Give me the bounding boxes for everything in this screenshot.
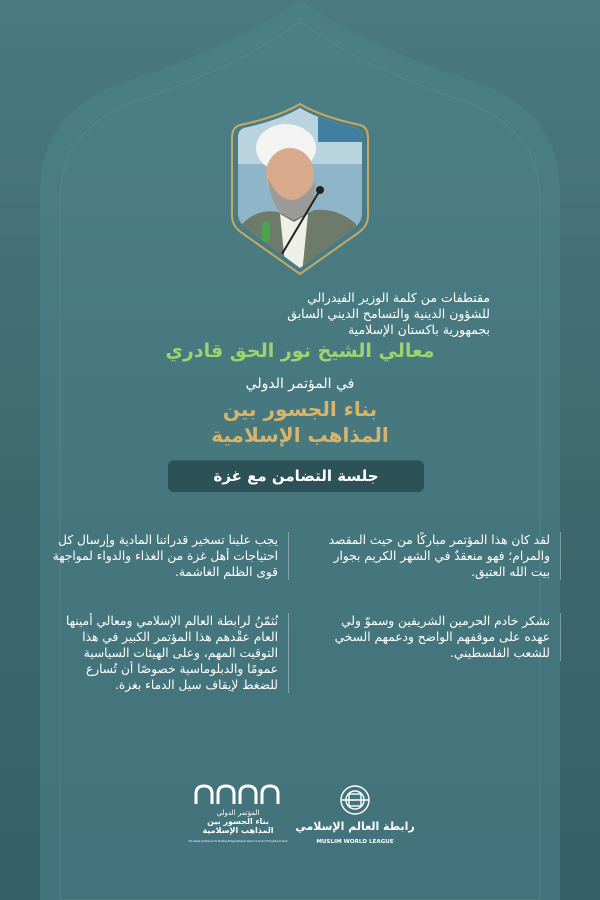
globe-emblem-icon xyxy=(341,786,369,814)
portrait-frame xyxy=(228,104,372,274)
bridge-conference-logo xyxy=(188,782,288,852)
intro-text xyxy=(110,290,490,338)
conference-prefix: في المؤتمر الدولي xyxy=(245,376,355,392)
bridge-logo-ar-1: المؤتمر الدولي xyxy=(216,809,260,817)
intro-line-2: للشؤون الدينية والتسامح الديني السابق xyxy=(287,306,490,321)
paragraph-right-1: لقد كان هذا المؤتمر مباركًا من حيث المقصد والمرام؛ فهو منعقدٌ في الشهر الكريم بجوار بيت الله العتيق. xyxy=(322,532,561,580)
conference-name xyxy=(0,396,600,448)
bridge-logo-ar-2: بناء الجسور بين xyxy=(207,817,269,826)
minister-name: معالي الشيخ نور الحق قادري xyxy=(165,340,435,362)
mwl-logo-ar: رابطة العالم الإسلامي xyxy=(295,820,415,833)
bridge-logo-ar-3: المذاهب الإسلامية xyxy=(202,826,274,835)
paragraph-left-1: يجب علينا تسخير قدراتنا المادية وإرسال كل احتياجات أهل غزة من الغذاء والدواء لمواجهة قوى الظلم الغاشمة. xyxy=(50,532,289,580)
mwl-logo-en: MUSLIM WORLD LEAGUE xyxy=(316,839,394,845)
intro-line-1: مقتطفات من كلمة الوزير الفيدرالي xyxy=(307,290,490,305)
session-title-badge: جلسة التضامن مع غزة xyxy=(168,460,424,492)
muslim-world-league-logo xyxy=(295,782,415,852)
paragraph-right-2: نشكر خادم الحرمين الشريفين وسموّ ولي عهده على موقفهم الواضح ودعمهم السخي للشعب الفلسطيني. xyxy=(322,613,561,661)
bridge-logo-en: The Global Conference For Building Bridges Between Islamic Schools of Thought and Sects xyxy=(188,840,288,843)
paragraph-left-2: نُثمّنُ لرابطة العالم الإسلامي ومعالي أمينها العام عقْدهم هذا المؤتمر الكبير في هذا التوقيت المهم، وعلى الهيئات السياسية عمومًا والدبلوماسية خصوصًا أن تُسارع للضغط لإيقاف سيل الدماء بغزة. xyxy=(50,613,289,693)
intro-line-3: بجمهورية باكستان الإسلامية xyxy=(347,322,490,337)
conference-name-line-1: بناء الجسور بين xyxy=(222,397,378,421)
conference-name-line-2: المذاهب الإسلامية xyxy=(211,423,389,447)
